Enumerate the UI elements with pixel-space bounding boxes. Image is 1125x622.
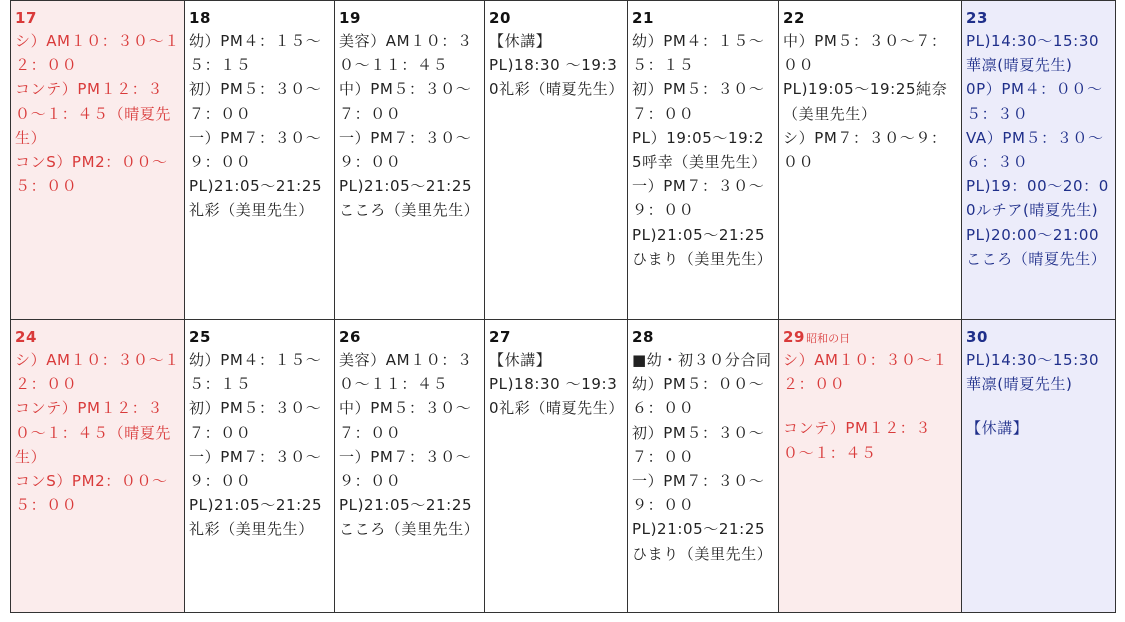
schedule-entry: シ）PM７：３０〜９：００ (783, 128, 947, 172)
day-number (339, 326, 480, 348)
day-number-text: 18 (189, 9, 212, 27)
schedule-entry: 一）PM７：３０〜９：００ (339, 447, 472, 491)
day-number (966, 7, 1111, 29)
schedule-entry: コンテ）PM１２：３０〜１：４５（晴夏先生） (15, 399, 172, 466)
day-number-text: 20 (489, 9, 512, 27)
calendar-day-cell (962, 1, 1116, 320)
schedule-entry: PL)21:05〜21:25こころ（美里先生） (339, 496, 480, 539)
schedule-entry: 美容）AM１０：３０〜１１：４５ (339, 32, 473, 75)
schedule-entry: 一）PM７：３０〜９：００ (189, 447, 322, 491)
schedule-entry: シ）AM１０：３０〜１２：００ (783, 351, 948, 394)
schedule-entry: 一）PM７：３０〜９：００ (632, 472, 765, 515)
schedule-entry: PL)14:30〜15:30華凛(晴夏先生) (966, 32, 1100, 75)
day-number-text: 21 (632, 9, 655, 27)
calendar-day-cell (11, 320, 185, 613)
schedule-entry: シ）AM１０：３０〜１２：００ (15, 351, 180, 394)
schedule-entry: PL)21:05〜21:25礼彩（美里先生） (189, 496, 323, 539)
day-number (632, 326, 774, 348)
calendar-week-row (11, 1, 1116, 320)
schedule-entry: 中）PM５：３０〜７：００ (339, 399, 472, 442)
schedule-entry: 幼）PM５：００〜６：００ (632, 375, 765, 418)
calendar-week-row (11, 320, 1116, 613)
calendar-day-cell (628, 320, 779, 613)
schedule-entry: 美容）AM１０：３０〜１１：４５ (339, 351, 473, 394)
calendar-day-cell (11, 1, 185, 320)
schedule-entry: コンS）PM2：００〜５：００ (15, 472, 168, 515)
schedule-entry: PL)21:05〜21:25礼彩（美里先生） (189, 177, 323, 220)
schedule-entry: PL)19:05〜19:25純奈（美里先生） (783, 80, 948, 123)
calendar-day-cell (185, 320, 335, 613)
day-number-text: 28 (632, 328, 655, 347)
schedule-entry: PL)20:00〜21:00こころ（晴夏先生） (966, 225, 1107, 268)
schedule-entry: PL)18:30 〜19:30礼彩（晴夏先生） (489, 375, 624, 418)
day-number-text: 25 (189, 328, 212, 347)
day-number (783, 326, 957, 348)
day-number-text: 19 (339, 9, 362, 27)
entry-spacer (966, 396, 1111, 416)
schedule-entry: PL)18:30 〜19:30礼彩（晴夏先生） (489, 56, 624, 99)
day-number (966, 326, 1111, 348)
day-number-text: 27 (489, 328, 512, 347)
schedule-entry: 初）PM５：３０〜７：００ (189, 80, 322, 123)
schedule-entry: 初）PM５：３０〜７：００ (632, 80, 765, 123)
day-number-text: 26 (339, 328, 362, 347)
calendar-day-cell (485, 320, 628, 613)
calendar-day-cell (185, 1, 335, 320)
calendar-day-cell (485, 1, 628, 320)
schedule-entry: PL)19：00〜20：00ルチア(晴夏先生) (966, 177, 1109, 220)
calendar-day-cell (962, 320, 1116, 613)
schedule-entry: コンテ）PM１２：３０〜１：４５ (783, 419, 931, 462)
schedule-entry: 幼）PM４：１５〜５：１５ (632, 32, 765, 75)
schedule-entry: 初）PM５：３０〜７：００ (632, 423, 765, 466)
day-number-text: 30 (966, 328, 989, 347)
schedule-entry: 中）PM５：３０〜７：００ (339, 80, 472, 123)
day-number-text: 29 (783, 328, 806, 347)
schedule-entry: PL)14:30〜15:30華凛(晴夏先生) (966, 351, 1100, 394)
day-number (15, 326, 180, 348)
day-number-text: 24 (15, 328, 38, 347)
calendar-day-cell (335, 320, 485, 613)
day-number-text: 17 (15, 9, 38, 27)
day-number-text: 22 (783, 9, 806, 27)
calendar-body (11, 1, 1116, 613)
schedule-entry: PL)21:05〜21:25ひまり（美里先生） (632, 520, 773, 563)
day-number (632, 7, 774, 29)
day-number (783, 7, 957, 29)
day-number (339, 7, 480, 29)
schedule-entry: 一）PM７：３０〜９：００ (632, 177, 765, 220)
day-number (189, 7, 330, 29)
schedule-entry: PL)21:05〜21:25ひまり（美里先生） (632, 225, 773, 268)
schedule-entry: 幼）PM４：１５〜５：１５ (189, 351, 322, 394)
schedule-entry: シ）AM１０：３０〜１２：００ (15, 32, 180, 75)
entry-spacer (783, 396, 957, 416)
calendar-day-cell (779, 320, 962, 613)
schedule-entry: 【休講】 (966, 419, 1029, 438)
schedule-entry: ■幼・初３０分合同 (632, 351, 772, 370)
schedule-entry: 0P）PM４：００〜５：３０ (966, 80, 1103, 123)
schedule-entry: コンテ）PM１２：３０〜１：４５（晴夏先生） (15, 80, 172, 147)
schedule-entry: 一）PM７：３０〜９：００ (189, 128, 322, 172)
schedule-entry: 一）PM７：３０〜９：００ (339, 128, 472, 172)
day-number (189, 326, 330, 348)
calendar-day-cell (335, 1, 485, 320)
schedule-entry: PL）19:05〜19:25呼幸（美里先生） (632, 128, 767, 172)
holiday-name: 昭和の日 (806, 332, 851, 346)
day-number-text: 23 (966, 9, 989, 27)
schedule-entry: コンS）PM2：００〜５：００ (15, 153, 168, 196)
schedule-entry: 初）PM５：３０〜７：００ (189, 399, 322, 442)
day-number (15, 7, 180, 29)
day-number (489, 326, 623, 348)
calendar-day-cell (628, 1, 779, 320)
schedule-entry: VA）PM５：３０〜６：３０ (966, 128, 1104, 172)
day-number (489, 7, 623, 29)
schedule-entry: 幼）PM４：１５〜５：１５ (189, 32, 322, 75)
schedule-entry: PL)21:05〜21:25こころ（美里先生） (339, 177, 480, 220)
calendar-day-cell (779, 1, 962, 320)
schedule-entry: 【休講】 (489, 32, 552, 50)
calendar-grid (10, 0, 1116, 613)
schedule-entry: 中）PM５：３０〜７：００ (783, 32, 947, 75)
schedule-entry: 【休講】 (489, 351, 552, 370)
